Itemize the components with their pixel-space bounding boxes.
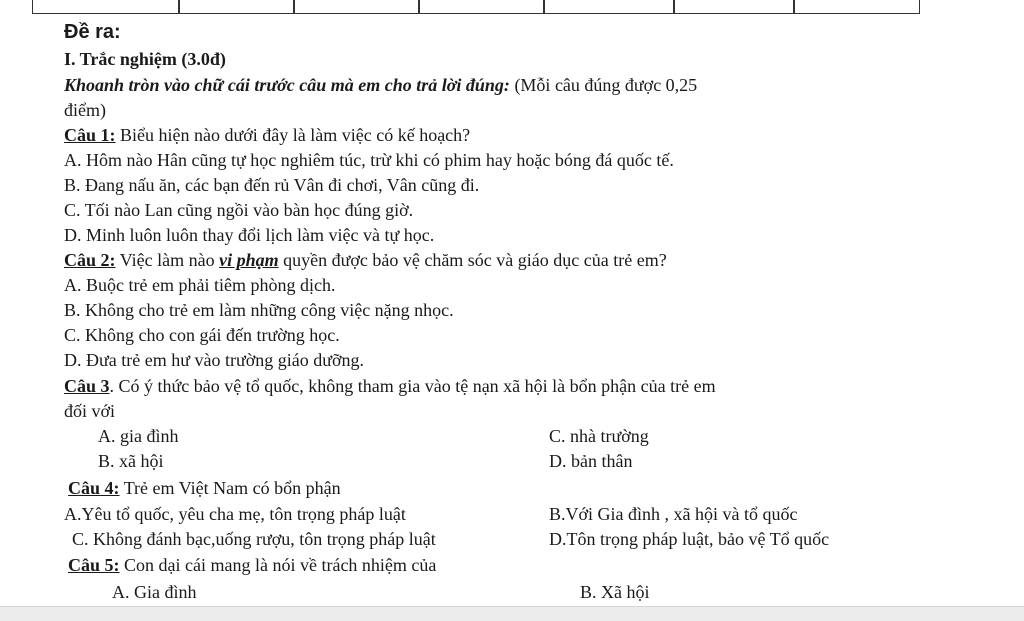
question-label: Câu 1:: [64, 125, 116, 145]
q1-option-c: C. Tối nào Lan cũng ngồi vào bàn học đúng giờ.: [64, 200, 414, 220]
q2-option-a: A. Buộc trẻ em phải tiêm phòng dịch.: [64, 275, 336, 295]
question-emphasis: vi phạm: [219, 250, 279, 270]
question-text: Trẻ em Việt Nam có bổn phận: [119, 478, 341, 498]
question-text: . Có ý thức bảo vệ tổ quốc, không tham gia vào tệ nạn xã hội là bổn phận của trẻ em: [109, 376, 716, 396]
q5-option-b: B. Xã hội: [580, 582, 650, 602]
q1-option-b: B. Đang nấu ăn, các bạn đến rủ Vân đi chơi, Vân cũng đi.: [64, 175, 480, 195]
question-label: Câu 2:: [64, 250, 116, 270]
q4-option-c: C. Không đánh bạc,uống rượu, tôn trọng pháp luật: [72, 529, 436, 549]
instruction-cont: điểm): [64, 100, 106, 120]
q5-option-a: A. Gia đình: [112, 582, 197, 602]
question-1: [64, 123, 470, 147]
q4-option-d: D.Tôn trọng pháp luật, bảo vệ Tổ quốc: [549, 529, 830, 549]
q2-option-c: C. Không cho con gái đến trường học.: [64, 325, 340, 345]
top-table-fragment: [32, 0, 920, 14]
q1-option-a: A. Hôm nào Hân cũng tự học nghiêm túc, trừ khi có phim hay hoặc bóng đá quốc tế.: [64, 150, 674, 170]
table-divider: [673, 0, 675, 13]
question-4: [68, 476, 341, 500]
q3-option-b: B. xã hội: [98, 451, 164, 471]
question-text: Con dại cái mang là nói về trách nhiệm của: [119, 555, 437, 575]
table-divider: [293, 0, 295, 13]
q4-option-a: A.Yêu tổ quốc, yêu cha mẹ, tôn trọng pháp luật: [64, 504, 406, 524]
q2-option-b: B. Không cho trẻ em làm những công việc nặng nhọc.: [64, 300, 454, 320]
table-divider: [543, 0, 545, 13]
question-5: [68, 553, 436, 577]
instruction-normal: (Mỗi câu đúng được 0,25: [509, 75, 698, 95]
q2-option-d: D. Đưa trẻ em hư vào trường giáo dưỡng.: [64, 350, 364, 370]
question-3-cont: đối với: [64, 401, 116, 421]
instruction-bold: Khoanh tròn vào chữ cái trước câu mà em cho trả lời đúng:: [64, 75, 510, 95]
q1-option-d: D. Minh luôn luôn thay đổi lịch làm việc và tự học.: [64, 225, 435, 245]
bottom-scroll-bar: [0, 606, 1024, 621]
question-3: [64, 374, 716, 398]
q4-option-b: B.Với Gia đình , xã hội và tổ quốc: [549, 504, 798, 524]
q3-option-c: C. nhà trường: [549, 426, 649, 446]
question-text: Việc làm nào: [115, 250, 220, 270]
question-2: [64, 248, 667, 272]
q3-option-d: D. bản thân: [549, 451, 633, 471]
table-divider: [793, 0, 795, 13]
q3-option-a: A. gia đình: [98, 426, 179, 446]
question-label: Câu 4:: [68, 478, 120, 498]
question-label: Câu 5:: [68, 555, 120, 575]
question-text: Biểu hiện nào dưới đây là làm việc có kế hoạch?: [115, 125, 471, 145]
question-text: quyền được bảo vệ chăm sóc và giáo dục của trẻ em?: [278, 250, 667, 270]
table-divider: [418, 0, 420, 13]
page-heading: Đề ra:: [64, 21, 121, 43]
section-title: I. Trắc nghiệm (3.0đ): [64, 49, 226, 69]
instruction-line: [64, 73, 697, 97]
table-divider: [178, 0, 180, 13]
question-label: Câu 3: [64, 376, 110, 396]
